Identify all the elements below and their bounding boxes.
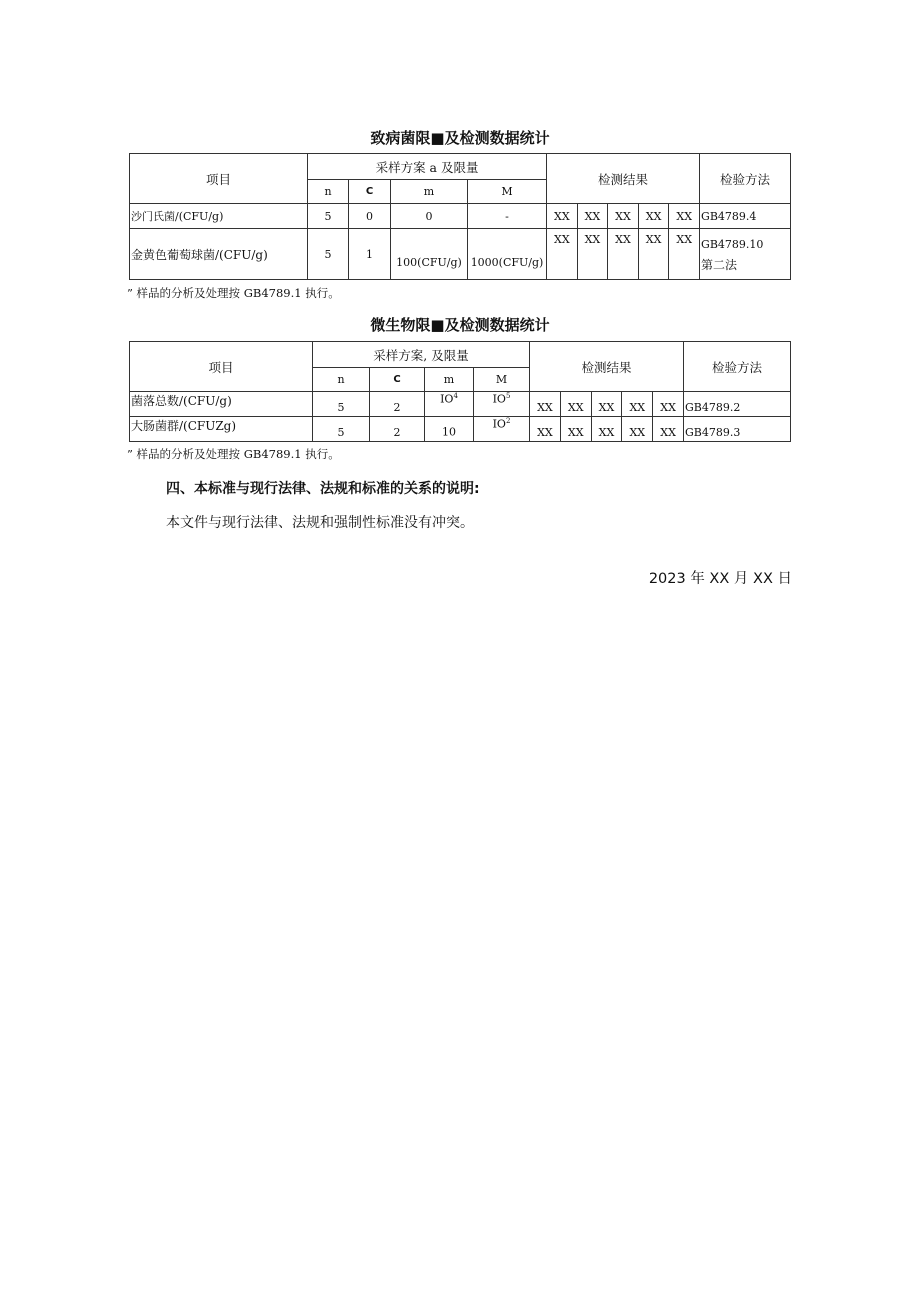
result-value: XX xyxy=(639,204,670,228)
row-M: 1000(CFU/g) xyxy=(468,229,547,280)
row-c: 2 xyxy=(370,417,425,442)
result-value: XX xyxy=(547,229,578,279)
row-c: 1 xyxy=(349,229,391,280)
pathogen-table xyxy=(129,153,791,280)
m-exponent: 4 xyxy=(453,392,458,400)
result-value: XX xyxy=(660,401,676,414)
result-value: XX xyxy=(530,392,561,416)
result-value: XX xyxy=(676,233,693,246)
row-M xyxy=(474,417,530,442)
row-M: - xyxy=(468,204,547,229)
row-n: 5 xyxy=(308,204,349,229)
row-method: GB4789.3 xyxy=(684,417,791,442)
header-item: 项目 xyxy=(130,342,313,392)
row-n: 5 xyxy=(308,229,349,280)
method-line-2: 第二法 xyxy=(701,258,738,272)
header-c: C xyxy=(349,180,391,204)
header-m: m xyxy=(425,368,474,392)
section-heading: 四、本标准与现行法律、法规和标准的关系的说明: xyxy=(166,481,480,497)
row-m: 0 xyxy=(391,204,468,229)
result-value: XX xyxy=(622,392,653,416)
row-n: 5 xyxy=(313,417,370,442)
result-value: XX xyxy=(561,417,592,441)
header-sampling-plan: 采样方案 a 及限量 xyxy=(308,154,547,180)
header-results: 检测结果 xyxy=(530,342,684,392)
result-value: XX xyxy=(676,209,693,223)
table-row xyxy=(130,204,791,229)
m-base: 10 xyxy=(442,426,456,439)
row-method xyxy=(700,229,791,280)
header-results: 检测结果 xyxy=(547,154,700,204)
result-value: XX xyxy=(639,229,670,279)
M-exponent: 5 xyxy=(505,392,511,400)
table-row xyxy=(130,392,791,417)
row-c: 0 xyxy=(349,204,391,229)
table1-title: 致病菌限■及检测数据统计 xyxy=(370,129,550,147)
result-value: XX xyxy=(608,229,639,279)
result-value: XX xyxy=(561,392,592,416)
result-value: XX xyxy=(578,204,609,228)
m-base: IO xyxy=(440,392,454,406)
row-item: 菌落总数/(CFU/g) xyxy=(130,392,313,417)
header-n: n xyxy=(308,180,349,204)
table2-note: ” 样品的分析及处理按 GB4789.1 执行。 xyxy=(127,447,340,461)
table-row xyxy=(130,417,791,442)
row-c: 2 xyxy=(370,392,425,417)
section-paragraph: 本文件与现行法律、法规和强制性标准没有冲突。 xyxy=(166,515,474,531)
row-item: 大肠菌群/(CFUZg) xyxy=(130,417,313,442)
table1-note: ” 样品的分析及处理按 GB4789.1 执行。 xyxy=(127,286,340,300)
result-value: XX xyxy=(547,204,578,228)
row-results xyxy=(530,392,684,417)
table-row xyxy=(130,229,791,280)
header-n: n xyxy=(313,368,370,392)
header-M: M xyxy=(474,368,530,392)
row-item: 金黄色葡萄球菌/(CFU/g) xyxy=(130,229,308,280)
row-results xyxy=(547,229,700,280)
row-m xyxy=(425,392,474,417)
header-sampling-plan: 采样方案, 及限量 xyxy=(313,342,530,368)
row-M xyxy=(474,392,530,417)
result-value: XX xyxy=(660,426,676,439)
header-M: M xyxy=(468,180,547,204)
row-method: GB4789.4 xyxy=(700,204,791,229)
row-method: GB4789.2 xyxy=(684,392,791,417)
row-m: 100(CFU/g) xyxy=(391,229,468,280)
row-results xyxy=(547,204,700,229)
header-m: m xyxy=(391,180,468,204)
header-method: 检验方法 xyxy=(684,342,791,392)
M-exponent: 2 xyxy=(505,417,511,425)
M-base: IO xyxy=(492,392,506,406)
result-value: XX xyxy=(622,417,653,441)
result-value: XX xyxy=(608,204,639,228)
row-m xyxy=(425,417,474,442)
method-line-1: GB4789.10 xyxy=(701,238,764,251)
document-date: 2023 年 XX 月 XX 日 xyxy=(648,571,792,587)
row-results xyxy=(530,417,684,442)
header-method: 检验方法 xyxy=(700,154,791,204)
header-item: 项目 xyxy=(130,154,308,204)
result-value: XX xyxy=(530,417,561,441)
microbe-table xyxy=(129,341,791,442)
row-item: 沙门氏菌/(CFU/g) xyxy=(130,204,308,229)
result-value: XX xyxy=(592,417,623,441)
result-value: XX xyxy=(578,229,609,279)
header-c: C xyxy=(370,368,425,392)
row-n: 5 xyxy=(313,392,370,417)
table2-title: 微生物限■及检测数据统计 xyxy=(370,316,550,334)
M-base: IO xyxy=(492,417,506,431)
result-value: XX xyxy=(592,392,623,416)
